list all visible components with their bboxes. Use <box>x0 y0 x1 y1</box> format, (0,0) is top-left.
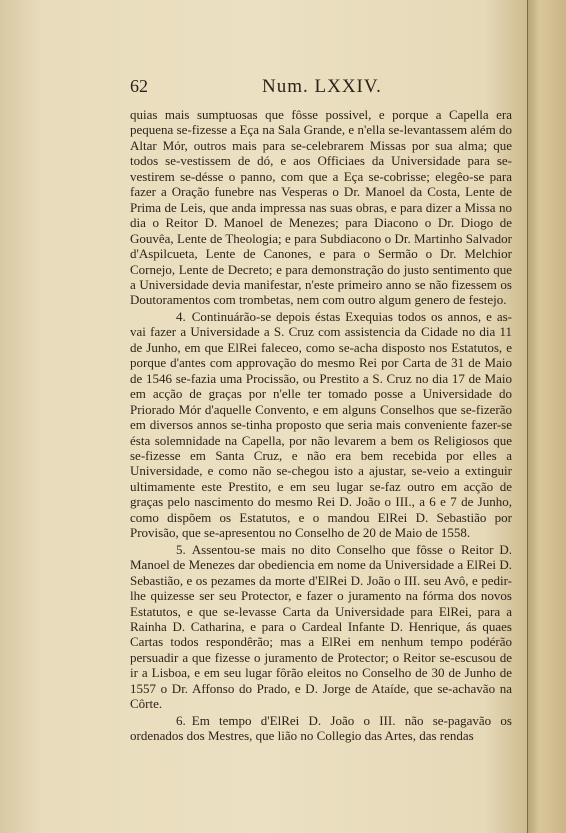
running-title: Num. LXXIV. <box>262 76 382 97</box>
paragraph-6 <box>130 713 512 744</box>
paragraph-text: Continuárão-se depois éstas Exequias todos os annos, e as-vai fazer a Universidade a S. Cruz com assistencia da Cidade no dia 11 de Junho, em que ElRei faleceo, como se-acha disposto nos Estatutos, e porque d'antes com approvação do mesmo Rei por Carta de 31 de Maio de 1546 se-fazia uma Procissão, ou Prestito a S. Cruz no dia 17 de Maio em acção de graças por n'elle ter tomado posse a Universidade do Priorado Mór d'aquelle Convento, e em alguns Conselhos que se-fizerão em diversos annos se-tinha proposto que seria mais conveniente fazer-se ésta solemnidade na Capella, por não levarem a bem os Religiosos que se-fizesse em Santa Cruz, e não era bem recebida por elles a Universidade, e como não se-chegou isto a ajustar, se-veio a extinguir ultimamente este Prestito, e em seu lugar se-faz outro em acção de graças pelo nascimento do mesmo Rei D. João o III., a 6 e 7 de Junho, como dispõem os Estatutos, e o mandou ElRei D. Sebastião por Provisão, que se-apresentou no Conselho de 20 de Maio de 1558. <box>130 308 512 541</box>
paragraph-text: Em tempo d'ElRei D. João o III. não se-pagavão os ordenados dos Mestres, que lião no Collegio das Artes, das rendas <box>130 712 512 744</box>
paragraph-number: 6. <box>176 712 186 728</box>
paragraph-number: 4. <box>176 308 186 324</box>
paragraph-text: quias mais sumptuosas que fôsse possivel, e porque a Capella era pequena se-fizesse a Eça na Sala Grande, e n'ella se-levantassem além do Altar Mór, outros mais para se-celebrarem Missas por sua alma; que todos se-vestissem de dó, e aos Officiaes da Universidade para se-vestirem se-désse o panno, com que a Eça se-cobrisse; elegêo-se para fazer a Oração funebre nas Vesperas o Dr. Manoel da Costa, Lente de Prima de Leis, que anda impressa nas suas obras, e para dizer a Missa no dia o Reitor D. Manoel de Menezes; para Diacono o Dr. Diogo de Gouvêa, Lente de Theologia; e para Subdiacono o Dr. Martinho Salvador d'Aspilcueta, Lente de Canones, e para o Sermão o Dr. Melchior Cornejo, Lente de Decreto; e para demonstração do justo sentimento que a Universidade devia manifestar, n'este primeiro anno se não fizessem os Doutoramentos com trombetas, nem com outro algum genero de festejo. <box>130 107 512 308</box>
paragraph-4 <box>130 309 512 541</box>
paragraph-5 <box>130 542 512 712</box>
page-header <box>130 76 510 100</box>
page-number: 62 <box>130 76 148 96</box>
paragraph-number: 5. <box>176 541 186 557</box>
body-text <box>130 107 512 744</box>
paragraph-text: Assentou-se mais no dito Conselho que fôsse o Reitor D. Manoel de Menezes dar obediencia em nome da Universidade a ElRei D. Sebastião, e os pezames da morte d'ElRei D. João o III. seu Avô, e pedir-lhe quizesse ser seu Protector, e fazer o juramento na fórma dos novos Estatutos, e que se-levasse Carta da Universidade para ElRei, para a Rainha D. Catharina, e para o Cardeal Infante D. Henrique, ás quaes Cartas todos respondêrão; mas a ElRei em nenhum tempo podérão persuadir a que fizesse o juramento de Protector; o Reitor se-escusou de ir a Lisboa, e em seu lugar fôrão eleitos no Conselho de 30 de Junho de 1557 o Dr. Affonso do Prado, e D. Jorge de Ataíde, que se-achavão na Côrte. <box>130 541 512 712</box>
adjacent-page-edge <box>527 0 566 833</box>
paragraph-continued <box>130 107 512 308</box>
